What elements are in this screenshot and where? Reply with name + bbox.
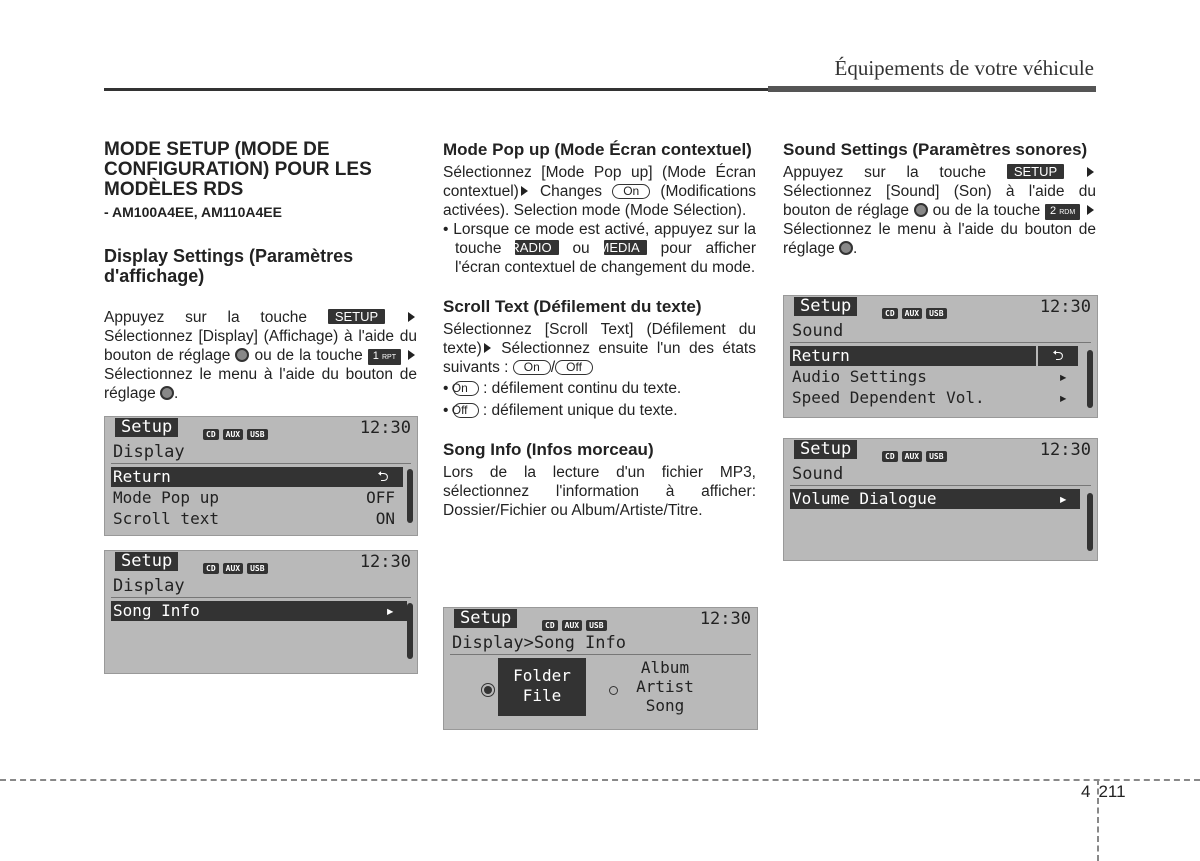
lcd-subtitle: Display [113,576,185,596]
lcd-clock: 12:30 [699,609,751,629]
lcd-title: Setup [454,609,517,628]
source-badges: CD AUX USB [203,422,272,441]
lcd-subtitle: Sound [792,321,844,341]
lcd-subtitle: Display [113,442,185,462]
list-item: • Off : défilement unique du texte. [443,402,678,419]
on-pill-icon: On [513,360,551,375]
scroll-heading: Scroll Text (Défilement du texte) [443,297,702,316]
setup-key-icon: SETUP [328,309,385,324]
return-icon: ⮌ [363,467,403,487]
on-pill-icon: On [612,184,650,199]
source-badges: CD AUX USB [882,444,951,463]
tune-knob-icon [235,348,249,362]
tune-knob-icon [839,241,853,255]
song-text: Lors de la lecture d'un fichier MP3, sélectionnez l'information à afficher: Dossier/Fichier ou Album/Artiste/Titre. [443,464,756,519]
lcd-row: Return [790,346,1036,366]
1-rpt-key-icon: 1 RPT [368,349,401,365]
song-heading: Song Info (Infos morceau) [443,440,654,459]
lcd-clock: 12:30 [359,418,411,438]
source-badges: CD AUX USB [882,301,951,320]
page-number: 4 211 [1081,782,1126,801]
scroll-list [443,379,756,420]
off-pill-icon: Off [453,403,479,418]
lcd-row: Scroll text ON [113,509,395,528]
source-badges: CD AUX USB [203,556,272,575]
arrow-right-icon [521,186,528,196]
lcd-sound-volume [783,438,1098,561]
off-pill-icon: Off [555,360,593,375]
tune-knob-icon [160,386,174,400]
arrow-right-icon [1087,167,1094,177]
source-badges: CD AUX USB [542,613,611,632]
lcd-title: Setup [794,297,857,316]
lcd-subtitle: Display>Song Info [452,633,626,653]
on-pill-icon: On [453,381,479,396]
lcd-title: Setup [794,440,857,459]
radio-unselected-icon [609,686,618,695]
arrow-right-icon [408,312,415,322]
lcd-clock: 12:30 [359,552,411,572]
header-rule [104,88,1096,91]
sound-text: Appuyez sur la touche SETUP Sélectionnez [Sound] (Son) à l'aide du bouton de réglage ou de la touche 2 RDM Sélectionnez le menu à l'aide du bouton de réglage . [783,164,1096,257]
lcd-row: Audio Settings ▸ [792,367,1068,386]
popup-list [443,220,756,277]
popup-heading: Mode Pop up (Mode Écran contextuel) [443,140,752,159]
arrow-right-icon [484,343,491,353]
scrollbar [407,469,413,523]
lcd-row: Mode Pop up OFF [113,488,395,507]
column-1 [104,140,417,403]
header-title: Équipements de votre véhicule [834,56,1094,80]
lcd-row: Volume Dialogue ▸ [790,489,1080,509]
lcd-display-songinfo [104,550,418,674]
lcd-clock: 12:30 [1039,440,1091,460]
sound-heading: Sound Settings (Paramètres sonores) [783,140,1088,159]
lcd-title: Setup [115,552,178,571]
lcd-title: Setup [115,418,178,437]
lcd-row: Speed Dependent Vol. ▸ [792,388,1068,407]
scroll-text: Sélectionnez [Scroll Text] (Défilement du texte) Sélectionnez ensuite l'un des états suivants : On / Off [443,321,756,376]
media-key-icon: MEDIA [604,240,647,255]
lcd-display-menu [104,416,418,536]
popup-text: Sélectionnez [Mode Pop up] (Mode Écran contextuel) Changes On (Modifications activées). Selection mode (Mode Sélection). [443,164,756,219]
lcd-row: Return [111,467,363,487]
footer-rule [0,779,1200,781]
lcd-subtitle: Sound [792,464,844,484]
2-rdm-key-icon: 2 RDM [1045,204,1080,220]
radio-selected-icon [484,686,492,694]
lcd-clock: 12:30 [1039,297,1091,317]
display-settings-text: Appuyez sur la touche SETUP Sélectionnez [Display] (Affichage) à l'aide du bouton de réglage ou de la touche 1 RPT Sélectionnez le menu à l'aide du bouton de réglage . [104,309,417,402]
lcd-row: Song Info ▸ [111,601,407,621]
option-folder-file: Folder File [498,658,586,716]
list-item: • On : défilement continu du texte. [443,380,682,397]
scrollbar [407,603,413,659]
lcd-songinfo-options [443,607,758,730]
return-icon: ⮌ [1038,346,1078,366]
column-2 [443,140,756,520]
arrow-right-icon [408,350,415,360]
radio-key-icon: RADIO [515,240,558,255]
tune-knob-icon [914,203,928,217]
setup-key-icon: SETUP [1007,164,1064,179]
lcd-sound-menu [783,295,1098,418]
option-album-artist-song: Album Artist Song [636,658,694,715]
model-subheading: - AM100A4EE, AM110A4EE [104,204,282,220]
column-3 [783,140,1096,258]
scrollbar [1087,493,1093,551]
display-settings-heading: Display Settings (Paramètres d'affichage) [104,246,354,286]
arrow-right-icon [1087,205,1094,215]
section-heading: MODE SETUP (MODE DE CONFIGURATION) POUR LES MODÈLES RDS [104,139,372,200]
scrollbar [1087,350,1093,408]
list-item: • Lorsque ce mode est activé, appuyez sur la touche RADIO ou MEDIA pour afficher l'écran contextuel de changement du mode. [443,221,757,276]
